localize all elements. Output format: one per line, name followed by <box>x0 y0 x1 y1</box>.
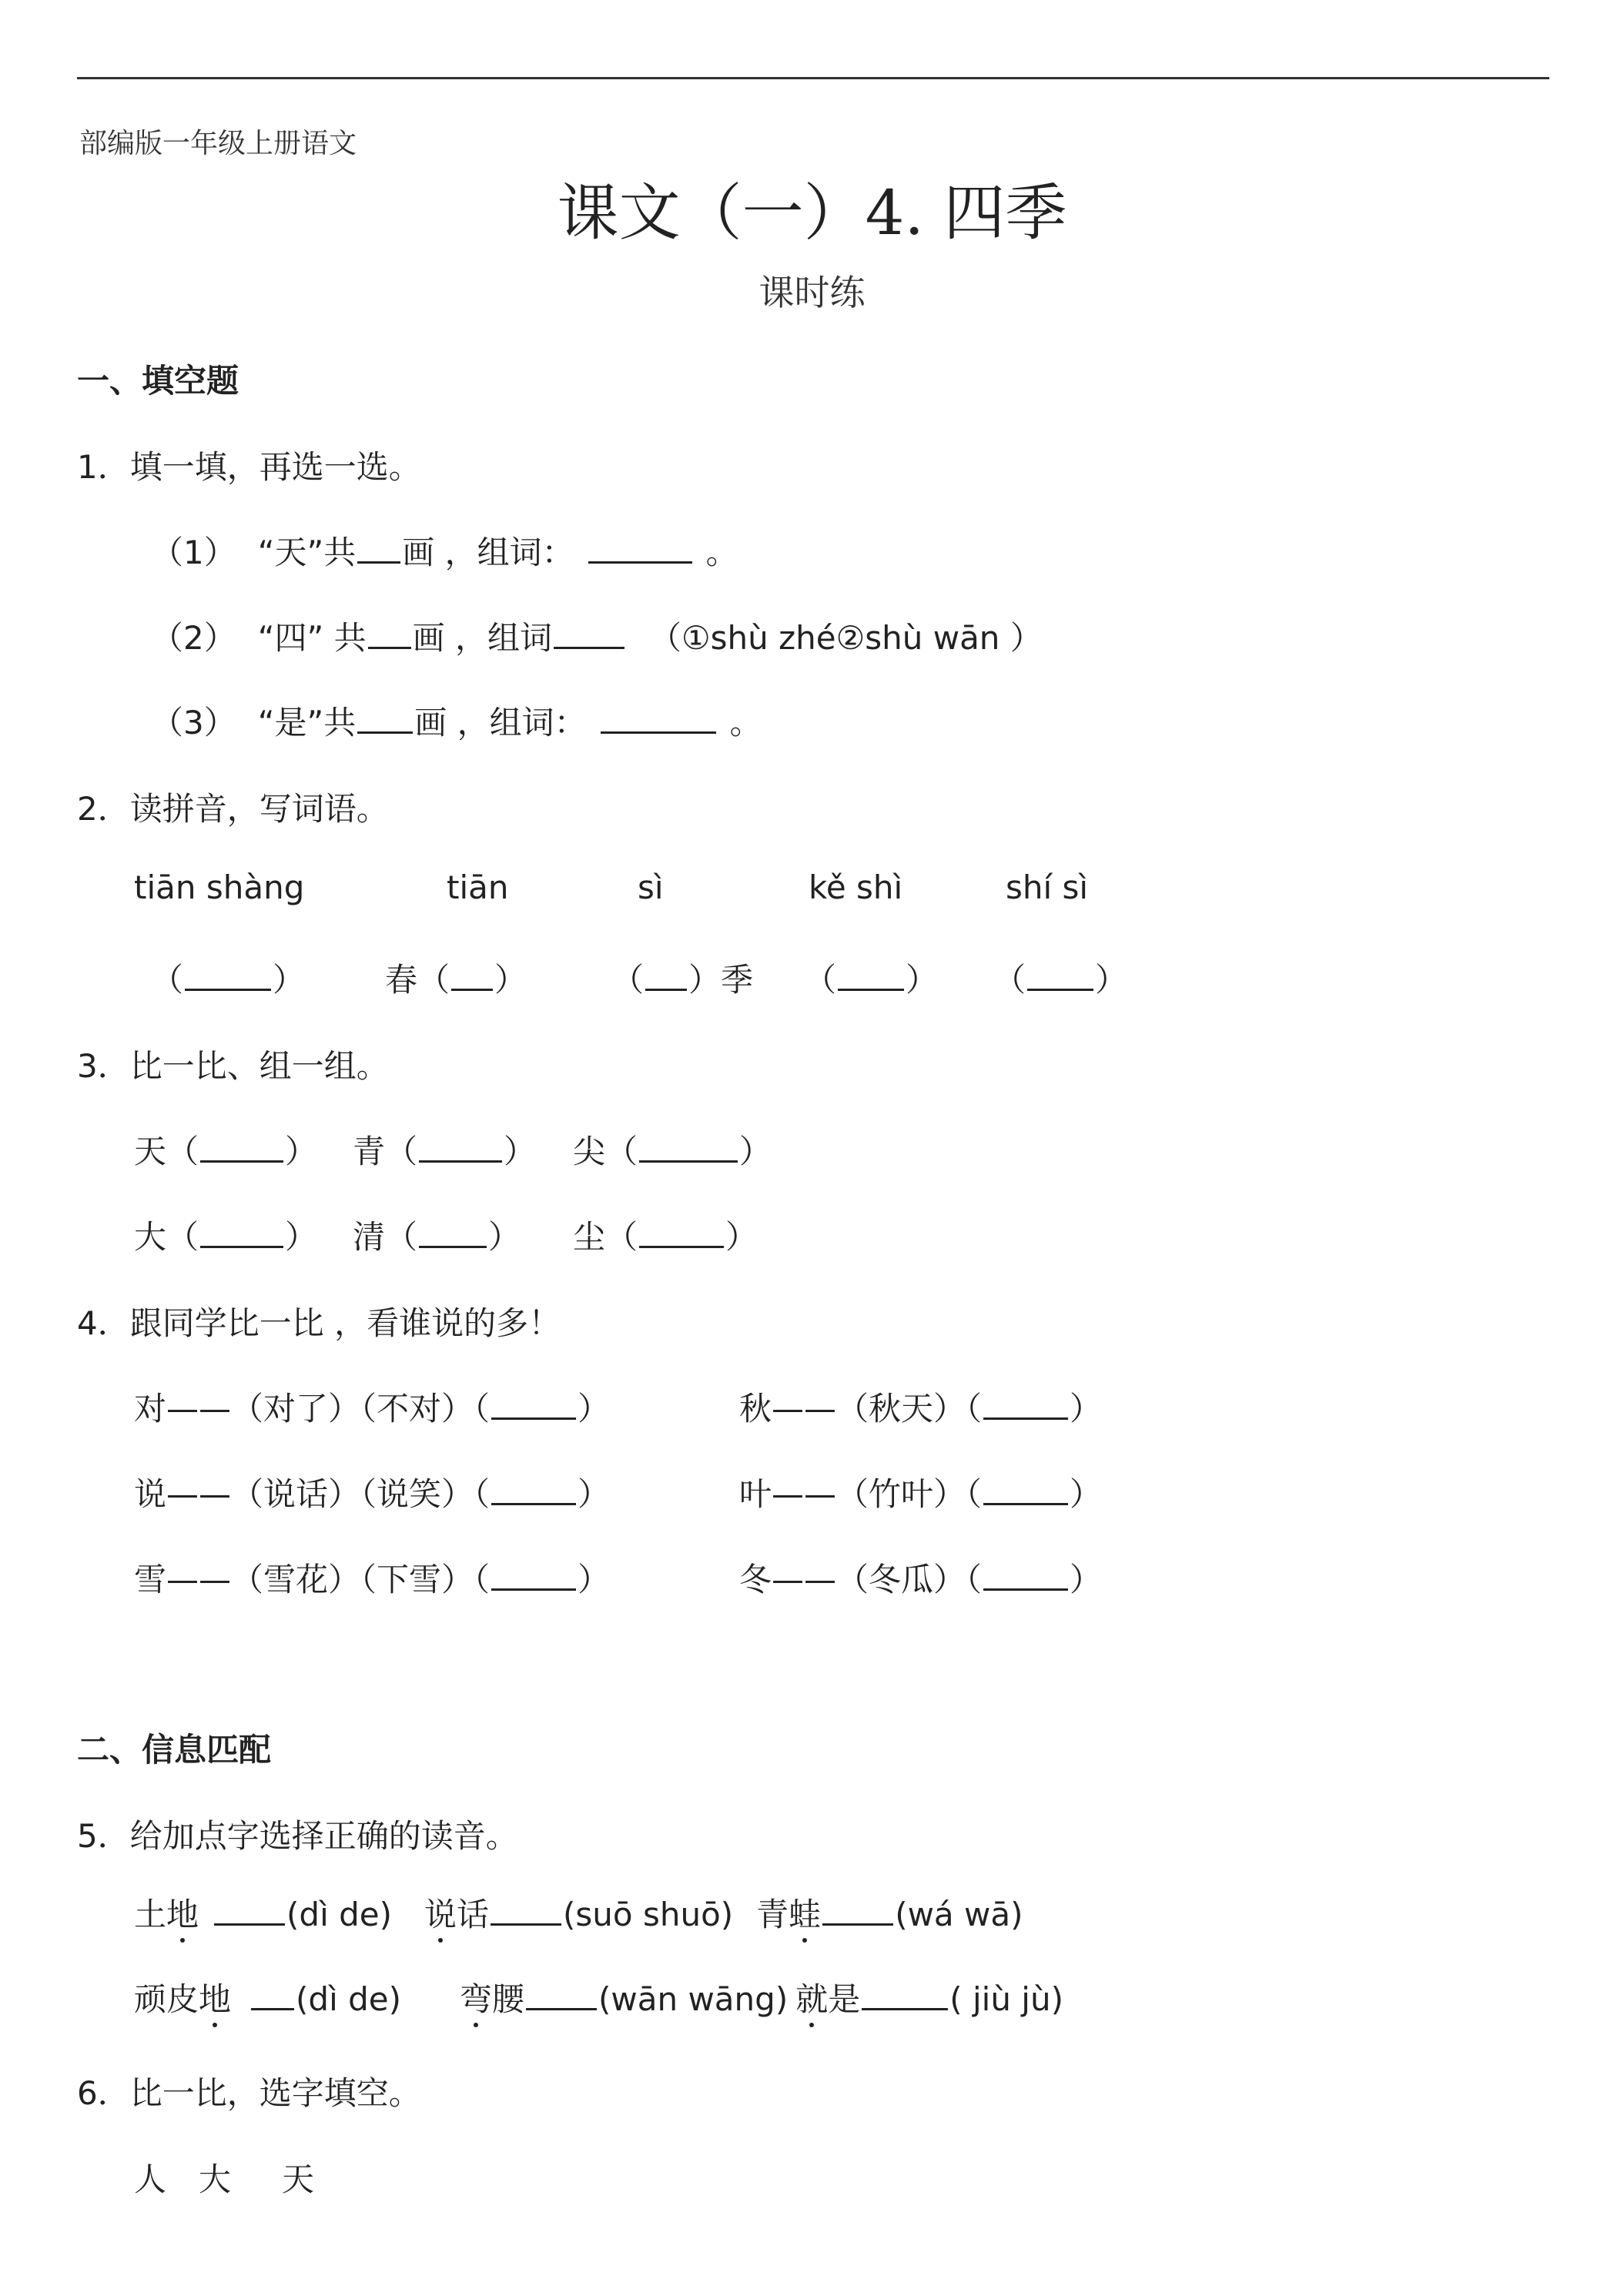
item-end: 。 <box>705 534 738 571</box>
compare-pair: 尘（ ） <box>573 1212 758 1258</box>
word-chain-row: 秋——（秋天）（ ） <box>739 1384 1102 1430</box>
question-1-prompt: 1．填一填，再选一选。 <box>77 448 421 486</box>
stroke-count-blank[interactable] <box>368 616 411 649</box>
answer-blank[interactable] <box>639 1215 724 1248</box>
compare-pair: 尖（ ） <box>573 1126 772 1173</box>
answer-blank[interactable] <box>419 1130 502 1163</box>
question-4-prompt: 4．跟同学比一比 ，看谁说的多！ <box>77 1304 561 1342</box>
word-chain-row: 对——（对了）（不对）（ ） <box>134 1384 610 1430</box>
answer-box-3: （ ）季 <box>611 955 753 1001</box>
pinyin-2: tiān <box>447 869 509 906</box>
question-2-prompt: 2．读拼音，写词语。 <box>77 790 389 828</box>
stroke-count-blank[interactable] <box>357 701 413 734</box>
answer-blank[interactable] <box>185 958 271 991</box>
pinyin-4: kě shì <box>809 869 903 906</box>
item-number: （1） <box>151 534 236 571</box>
item-number: （3） <box>151 704 236 741</box>
item-number: （2） <box>151 619 236 657</box>
pinyin-5: shí sì <box>1006 869 1089 906</box>
item-text: 画 ，组词 <box>412 619 552 657</box>
answer-box-5: （ ） <box>993 955 1127 1001</box>
answer-box-2: 春（ ） <box>385 955 527 1001</box>
question-1-item-1 <box>151 527 738 574</box>
word-chain-row: 冬——（冬瓜）（ ） <box>739 1555 1102 1601</box>
answer-blank[interactable] <box>451 958 493 991</box>
answer-box-1: （ ） <box>151 955 305 1001</box>
answer-blank[interactable] <box>645 958 687 991</box>
answer-blank[interactable] <box>251 1977 294 2010</box>
choice-char: 天 <box>282 2160 315 2198</box>
section-1-title: 一、填空题 <box>77 362 239 400</box>
answer-blank[interactable] <box>639 1130 738 1163</box>
compare-pair: 清（ ） <box>353 1212 521 1258</box>
item-text: 画 ，组词： <box>414 704 587 741</box>
word-chain-row: 说——（说话）（说笑）（ ） <box>134 1469 610 1515</box>
answer-blank[interactable] <box>1027 958 1093 991</box>
answer-blank[interactable] <box>419 1215 487 1248</box>
answer-blank[interactable] <box>491 1893 561 1926</box>
question-1-item-3 <box>151 698 762 744</box>
answer-blank[interactable] <box>200 1215 283 1248</box>
answer-blank[interactable] <box>491 1558 576 1591</box>
compare-pair: 天（ ） <box>134 1126 317 1173</box>
header-label: 部编版一年级上册语文 <box>79 128 357 159</box>
compare-pair: 大（ ） <box>134 1212 317 1258</box>
word-blank[interactable] <box>601 701 716 734</box>
pronunciation-row-2: 顽皮地 (dì de) 弯腰 (wān wāng) 就是 ( jiù jù) <box>134 1974 1063 2020</box>
answer-box-4: （ ） <box>804 955 938 1001</box>
question-1-item-2 <box>151 613 1043 659</box>
word-blank[interactable] <box>554 616 624 649</box>
word-chain-row: 雪——（雪花）（下雪）（ ） <box>134 1555 610 1601</box>
header-rule <box>77 77 1549 79</box>
pinyin-1: tiān shàng <box>134 869 305 906</box>
section-2-title: 二、信息匹配 <box>77 1731 272 1769</box>
answer-blank[interactable] <box>983 1472 1068 1505</box>
item-text: “天”共 <box>257 534 357 571</box>
answer-blank[interactable] <box>983 1558 1068 1591</box>
word-chain-row: 叶——（竹叶）（ ） <box>739 1469 1102 1515</box>
item-text: 画 ，组词： <box>402 534 574 571</box>
answer-blank[interactable] <box>200 1130 283 1163</box>
word-blank[interactable] <box>588 530 692 564</box>
answer-blank[interactable] <box>491 1387 576 1420</box>
question-6-prompt: 6．比一比，选字填空。 <box>77 2074 421 2112</box>
answer-blank[interactable] <box>214 1893 285 1926</box>
answer-blank[interactable] <box>822 1893 893 1926</box>
answer-blank[interactable] <box>983 1387 1068 1420</box>
answer-blank[interactable] <box>526 1977 597 2010</box>
compare-pair: 青（ ） <box>353 1126 536 1173</box>
pinyin-3: sì <box>638 869 664 906</box>
question-5-prompt: 5．给加点字选择正确的读音。 <box>77 1817 518 1855</box>
answer-blank[interactable] <box>862 1977 948 2010</box>
answer-blank[interactable] <box>838 958 904 991</box>
item-text: “四” 共 <box>257 619 367 657</box>
choice-char: 大 <box>199 2160 232 2198</box>
item-options: （①shù zhé②shù wān ） <box>648 619 1043 657</box>
pronunciation-row-1: 土地 (dì de) 说话 (suō shuō) 青蛙 (wá wā) <box>134 1889 1023 1936</box>
question-3-prompt: 3．比一比、组一组。 <box>77 1047 389 1085</box>
item-text: “是”共 <box>257 704 357 741</box>
item-end: 。 <box>729 704 762 741</box>
page-title: 课文（一）4. 四季 <box>557 177 1067 249</box>
stroke-count-blank[interactable] <box>357 530 400 564</box>
page-subtitle: 课时练 <box>758 272 866 313</box>
answer-blank[interactable] <box>491 1472 576 1505</box>
choice-char: 人 <box>134 2160 167 2198</box>
